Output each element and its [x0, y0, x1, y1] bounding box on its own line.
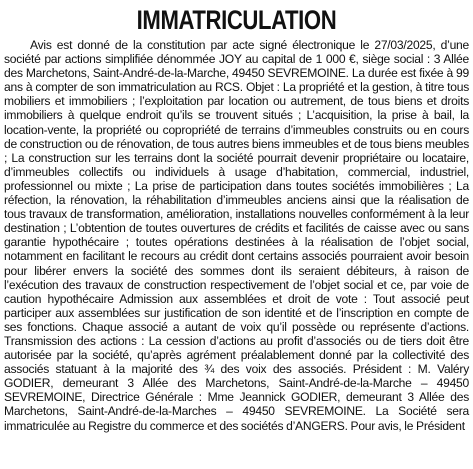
notice-body: Avis est donné de la constitution par acte signé électronique le 27/03/2025, d’une société par actions simplifiée dénommée JOY au capital de 1 000 €, siège social : 3 Allée des Marchetons, Saint-André-de-la-Marche, 49450 SEVREMOINE. La durée est fixée à 99 ans à compter de son immatriculation au RCS. Objet : La propriété et la gestion, à titre tous mobiliers et immobiliers ; l’exploitation par location ou autrement, de tous biens et droits immobiliers à quelque endroit qu’ils se trouvent situés ; L’acquisition, la prise à bail, la location-vente, la propriété ou copropriété de terrains d’immeubles construits ou en cours de construction ou de rénovation, de tous autres biens immeubles et de tous biens meubles ; La construction sur les terrains dont la société pourrait devenir propriétaire ou locataire, d’immeubles collectifs ou individuels à usage d’habitation, commercial, industriel, professionnel ou mixte ; La prise de participation dans toutes sociétés immobilières ; La réfection, la rénovation, la réhabilitation d’immeubles anciens ainsi que la réalisation de tous travaux de transformation, amélioration, installations nouvelles conformément à la leur destination ; L’obtention de toutes ouvertures de crédits et facilités de caisse avec ou sans garantie hypothécaire ; toutes opérations destinées à la réalisation de l’objet social, notamment en facilitant le recours au crédit dont certains associés pourraient avoir besoin pour libérer envers la société des sommes dont ils seraient débiteurs, à raison de l’exécution des travaux de construction respectivement de l’objet social et ce, par voie de caution hypothécaire Admission aux assemblées et droit de vote : Tout associé peut participer aux assemblées sur justification de son identité et de l’inscription en compte de ses fonctions. Chaque associé a autant de voix qu’il possède ou représente d’actions. Transmission des actions : La cession d’actions au profit d’associés ou de tiers doit être autorisée par la société, qu’après agrément préalablement donné par la collectivité des associés statuant à la majorité des ¾ des voix des associés. Président : M. Valéry GODIER, demeurant 3 Allée des Marchetons, Saint-André-de-la-Marche – 49450 SEVREMOINE, Directrice Générale : Mme Jeannick GODIER, demeurant 3 Allée des Marchetons, Saint-André-de-la-Marches – 49450 SEVREMOINE. La Société sera immatriculée au Registre du commerce et des sociétés d’ANGERS. Pour avis, le Président: [4, 38, 469, 433]
notice-title: IMMATRICULATION: [136, 5, 337, 35]
legal-notice: [4, 4, 469, 465]
